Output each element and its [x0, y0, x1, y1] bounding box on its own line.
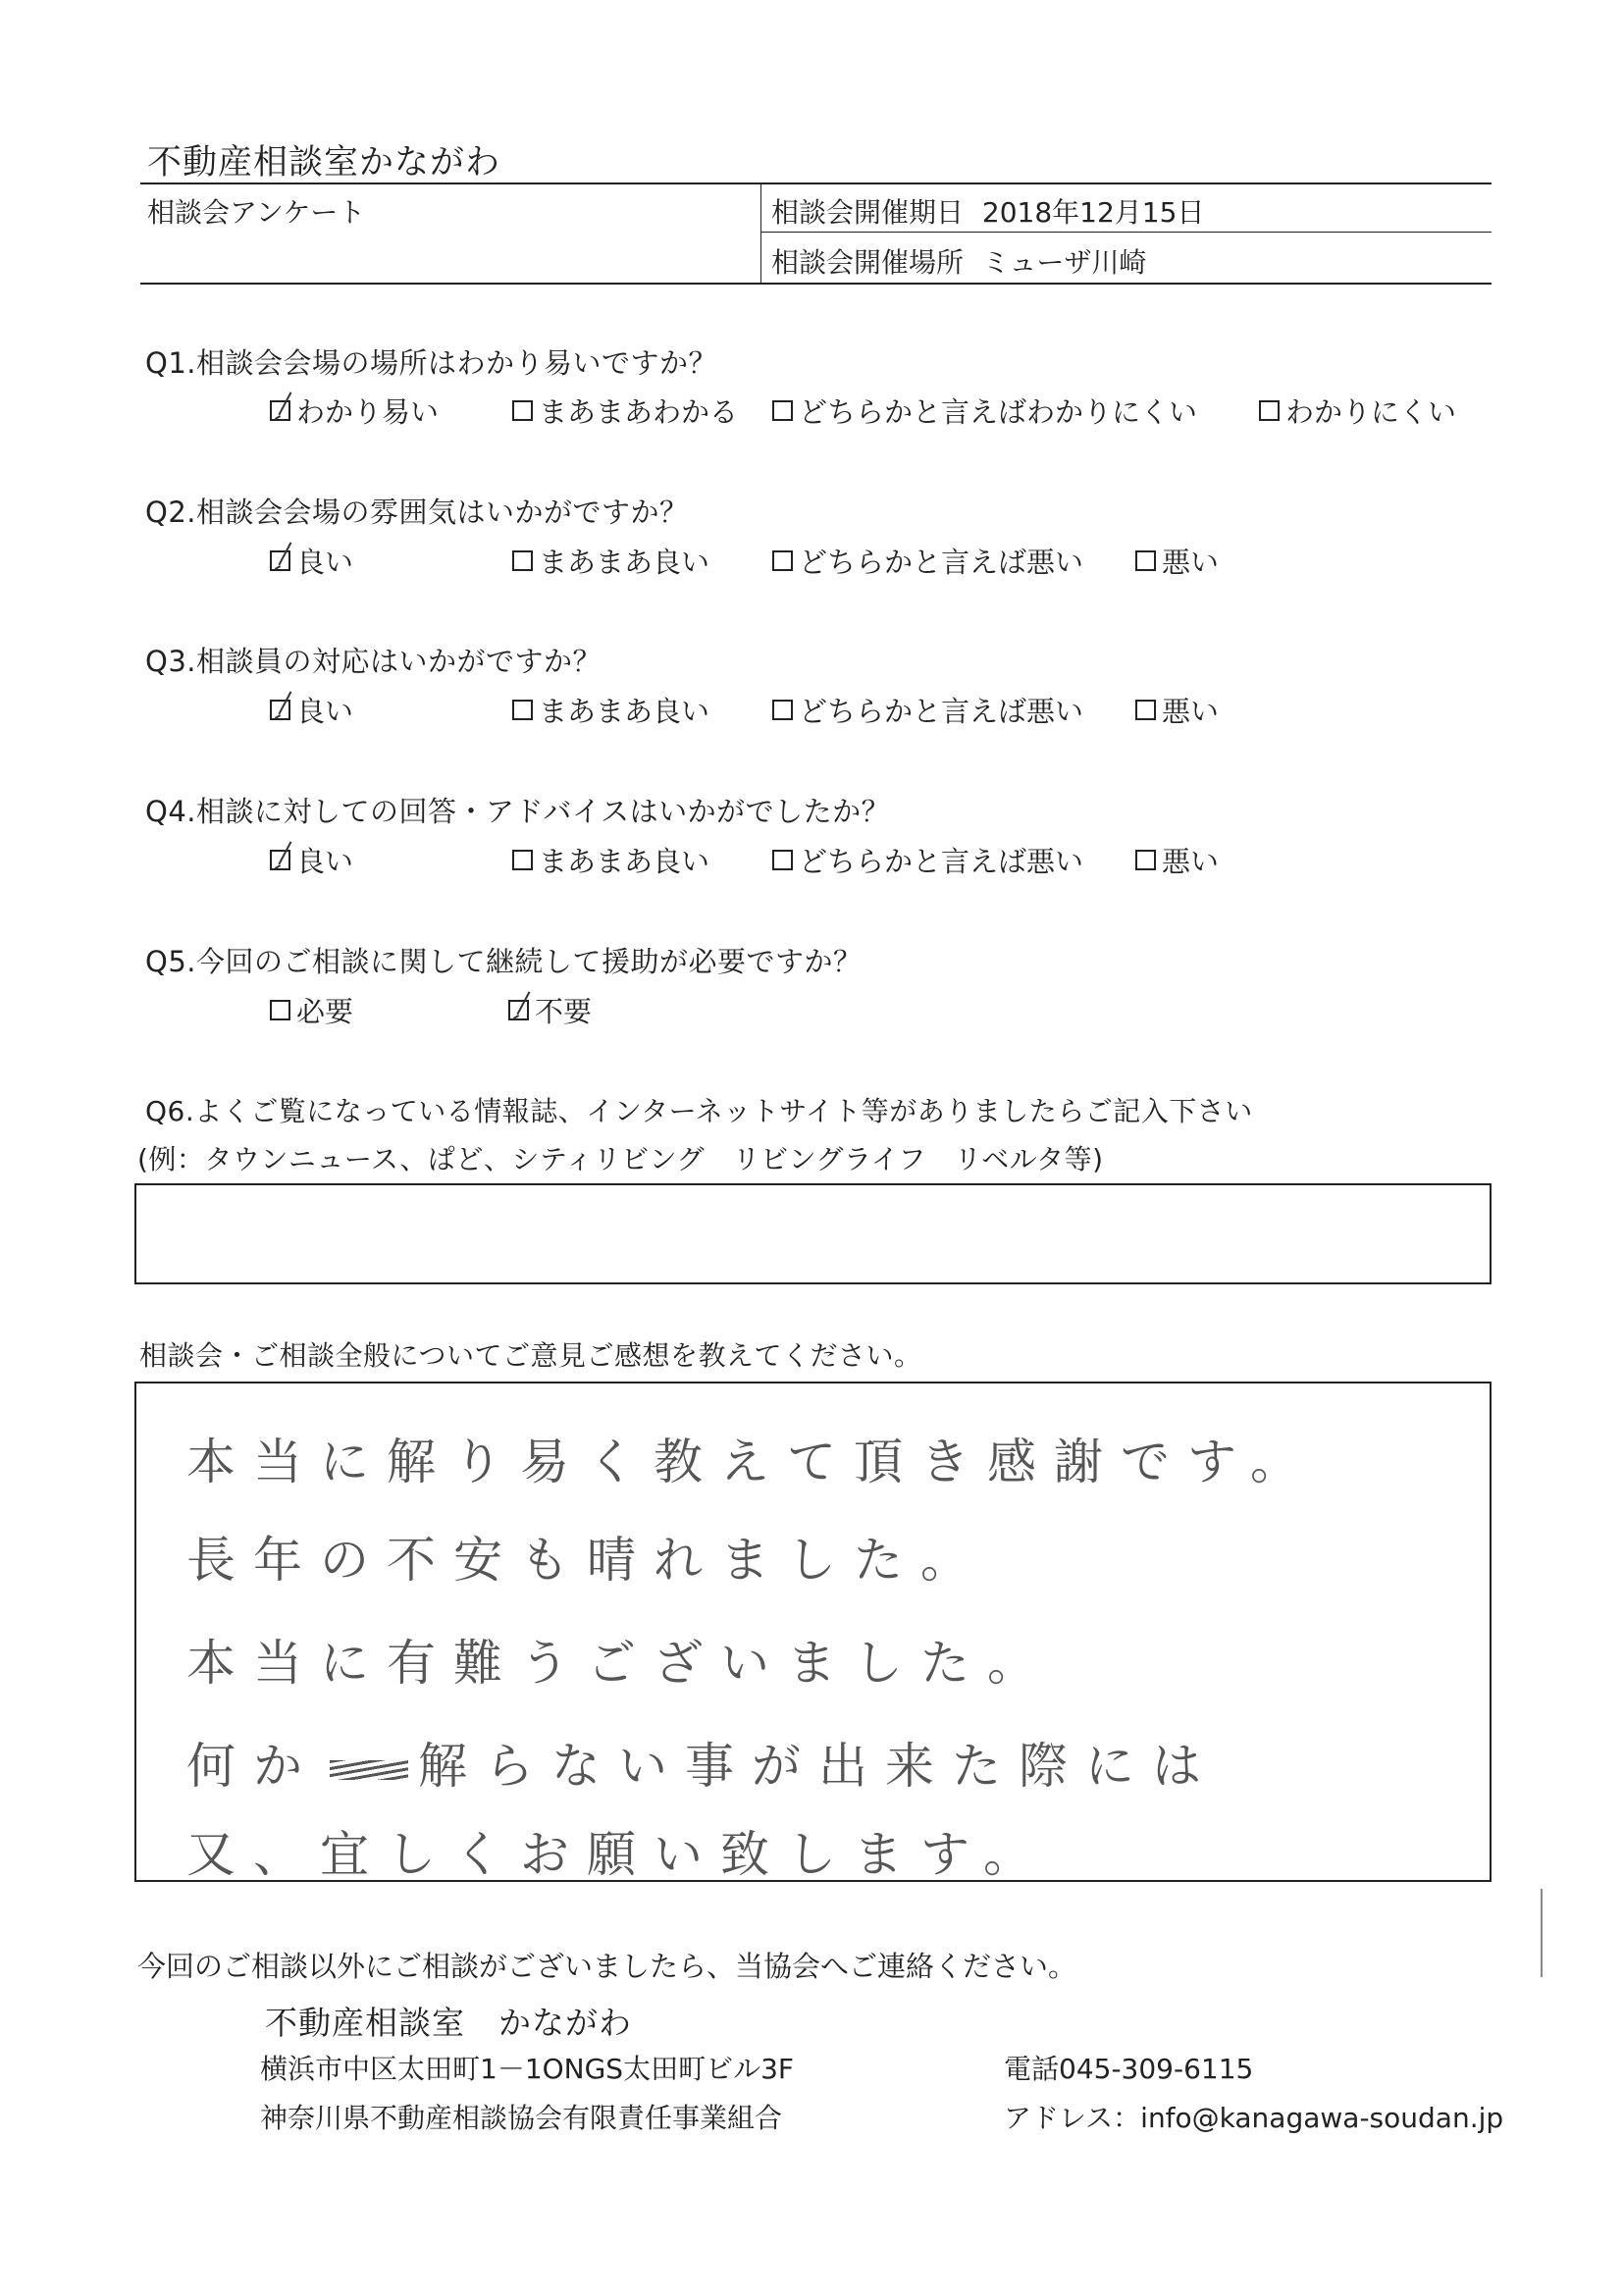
checkbox-icon[interactable] [772, 700, 793, 720]
option-label: 良い [296, 845, 354, 878]
header-bottom-rule [140, 283, 1492, 285]
option-label: 不要 [535, 995, 593, 1028]
header-divider [760, 184, 761, 283]
option-label: 必要 [296, 995, 354, 1028]
checkbox-checked-icon[interactable] [270, 400, 290, 421]
footer-note: 今回のご相談以外にご相談がございましたら、当協会へご連絡ください。 [137, 1950, 1077, 1983]
comment-line-4 [186, 1727, 1219, 1798]
option-label: まあまあ良い [539, 695, 710, 728]
comment-line-1: 本当に解り易く教えて頂き感謝です。 [186, 1434, 1317, 1490]
scan-mark-line [1541, 1889, 1543, 1977]
footer-email[interactable]: アドレス：info@kanagawa-soudan.jp [1004, 2102, 1504, 2134]
q4-option-1[interactable] [270, 840, 353, 880]
date-label: 相談会開催期日 [771, 196, 965, 229]
checkbox-icon[interactable] [1259, 400, 1280, 421]
venue-label: 相談会開催場所 [771, 246, 965, 279]
q3-option-4[interactable] [1135, 690, 1219, 730]
option-label: 良い [296, 695, 354, 728]
checkbox-icon[interactable] [1135, 850, 1156, 870]
q2-option-1[interactable] [270, 541, 353, 581]
q6-title: Q6.よくご覧になっている情報誌、インターネットサイト等がありましたらご記入下さい [145, 1095, 1253, 1127]
q3-option-2[interactable] [512, 690, 709, 730]
checkbox-icon[interactable] [512, 550, 533, 571]
option-label: どちらかと言えばわかりにくい [799, 395, 1198, 429]
option-label: 良い [296, 546, 354, 579]
q6-example: (例：タウンニュース、ぱど、シティリビング リビングライフ リベルタ等) [137, 1143, 1104, 1175]
option-label: わかり易い [296, 395, 440, 429]
option-label: 悪い [1162, 546, 1220, 579]
checkbox-icon[interactable] [1135, 700, 1156, 720]
q2-option-3[interactable] [772, 541, 1083, 581]
q1-option-3[interactable] [772, 391, 1197, 431]
header-top-rule [140, 183, 1492, 184]
checkbox-icon[interactable] [772, 400, 793, 421]
q3-option-1[interactable] [270, 690, 353, 730]
comment-line-5: 又、宜しくお願い致します。 [186, 1826, 1050, 1883]
checkbox-icon[interactable] [512, 850, 533, 870]
organization-title: 不動産相談室かながわ [147, 143, 501, 183]
q1-option-4[interactable] [1259, 391, 1456, 431]
q1-title: Q1.相談会会場の場所はわかり易いですか？ [145, 346, 717, 380]
venue-value: ミューザ川崎 [981, 246, 1147, 279]
checkbox-icon[interactable] [1135, 550, 1156, 571]
option-label: どちらかと言えば悪い [799, 695, 1084, 728]
option-label: わかりにくい [1285, 395, 1457, 429]
comment-line-2: 長年の不安も晴れました。 [186, 1532, 987, 1589]
checkbox-checked-icon[interactable] [270, 850, 290, 870]
q3-option-3[interactable] [772, 690, 1083, 730]
q4-option-2[interactable] [512, 840, 709, 880]
venue-row [771, 241, 1146, 281]
comment-line-3: 本当に有難うございました。 [186, 1635, 1054, 1692]
q1-option-1[interactable] [270, 391, 439, 431]
q2-option-2[interactable] [512, 541, 709, 581]
q2-option-4[interactable] [1135, 541, 1219, 581]
q4-title: Q4.相談に対しての回答・アドバイスはいかがでしたか？ [145, 795, 891, 828]
checkbox-icon[interactable] [772, 850, 793, 870]
q6-answer-box[interactable] [134, 1183, 1492, 1284]
comment-line-4-prefix: 何か [186, 1738, 320, 1795]
date-value: 2018年12月15日 [981, 196, 1205, 229]
option-label: まあまあわかる [539, 395, 739, 429]
q5-title: Q5.今回のご相談に関して継続して援助が必要ですか？ [145, 945, 863, 978]
comment-line-4-text: 解らない事が出来た際には [418, 1738, 1219, 1795]
option-label: 悪い [1162, 695, 1220, 728]
checkbox-icon[interactable] [512, 400, 533, 421]
option-label: どちらかと言えば悪い [799, 546, 1084, 579]
checkbox-checked-icon[interactable] [270, 550, 290, 571]
option-label: まあまあ良い [539, 845, 710, 878]
q4-option-3[interactable] [772, 840, 1083, 880]
checkbox-icon[interactable] [772, 550, 793, 571]
q1-option-2[interactable] [512, 391, 738, 431]
footer-phone: 電話045-309-6115 [1004, 2053, 1254, 2085]
footer-address: 横浜市中区太田町1－1ONGS太田町ビル3F [260, 2053, 795, 2085]
q5-option-1[interactable] [270, 990, 353, 1030]
q2-title: Q2.相談会会場の雰囲気はいかがですか？ [145, 496, 689, 529]
checkbox-icon[interactable] [512, 700, 533, 720]
checkbox-checked-icon[interactable] [270, 700, 290, 720]
comments-title: 相談会・ご相談全般についてご意見ご感想を教えてください。 [139, 1339, 922, 1372]
option-label: どちらかと言えば悪い [799, 845, 1084, 878]
footer-union: 神奈川県不動産相談協会有限責任事業組合 [260, 2102, 783, 2134]
date-underline [760, 232, 1492, 233]
checkbox-checked-icon[interactable] [508, 1000, 529, 1020]
footer-org-name: 不動産相談室 かながわ [265, 2004, 632, 2042]
survey-label: 相談会アンケート [147, 196, 366, 229]
q3-title: Q3.相談員の対応はいかがですか？ [145, 645, 602, 678]
option-label: 悪い [1162, 845, 1220, 878]
q4-option-4[interactable] [1135, 840, 1219, 880]
date-row [771, 191, 1204, 231]
checkbox-icon[interactable] [270, 1000, 290, 1020]
strikethrough-scribble-icon [330, 1760, 408, 1780]
option-label: まあまあ良い [539, 546, 710, 579]
q5-option-2[interactable] [508, 990, 592, 1030]
